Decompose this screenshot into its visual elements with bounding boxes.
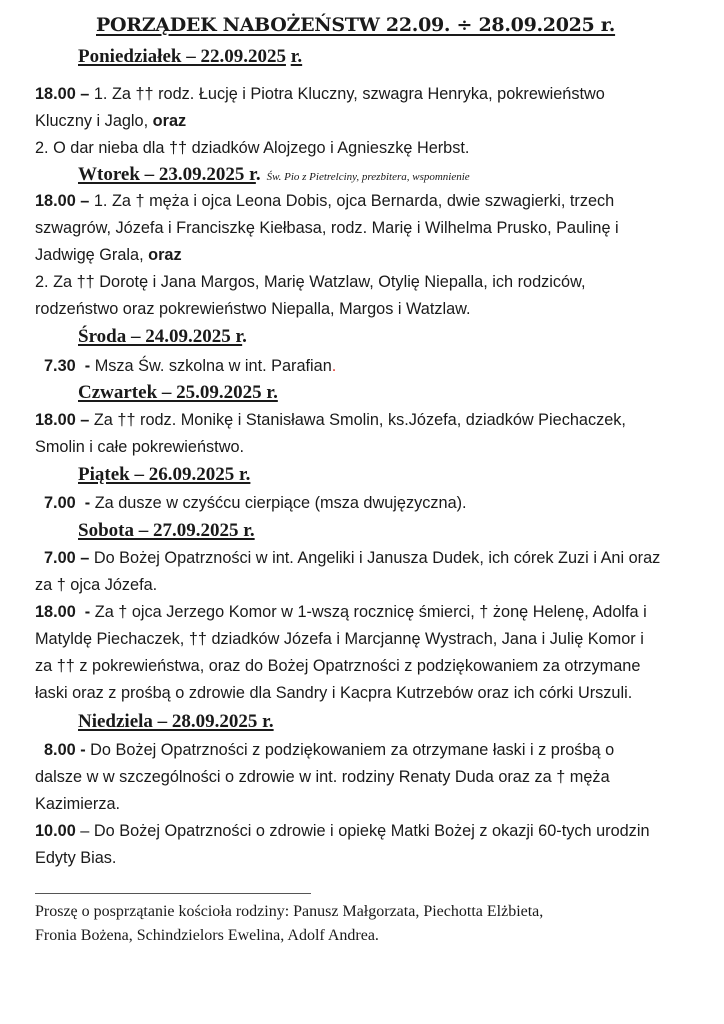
day-heading-friday: Piątek – 26.09.2025 r. bbox=[78, 464, 251, 485]
mass-line: rodzeństwo oraz pokrewieństwo Niepalla, Margos i Watzlaw. bbox=[35, 300, 471, 318]
mass-line: Jadwigę Grala, oraz bbox=[35, 246, 182, 264]
cleaning-note: Proszę o posprzątanie kościoła rodziny: Panusz Małgorzata, Piechotta Elżbieta, bbox=[35, 903, 544, 920]
liturgical-note: Św. Pio z Pietrelciny, prezbitera, wspomnienie bbox=[266, 171, 470, 183]
mass-line: 7.00 - Za dusze w czyśćcu cierpiące (msza dwujęzyczna). bbox=[44, 494, 467, 512]
separator-line bbox=[35, 893, 311, 894]
mass-time: 18.00 – bbox=[35, 411, 90, 429]
mass-line: 18.00 - Za † ojca Jerzego Komor w 1-wszą rocznicę śmierci, † żonę Helenę, Adolfa i bbox=[35, 603, 647, 621]
mass-line: Smolin i całe pokrewieństwo. bbox=[35, 438, 245, 456]
mass-line: Kluczny i Jaglo, oraz bbox=[35, 112, 187, 130]
day-heading-monday: Poniedziałek – 22.09.2025 r. bbox=[78, 46, 303, 67]
page-title: PORZĄDEK NABOŻEŃSTW 22.09. ÷ 28.09.2025 r. bbox=[96, 14, 616, 36]
day-heading-saturday: Sobota – 27.09.2025 r. bbox=[78, 520, 255, 541]
mass-line: Kazimierza. bbox=[35, 795, 121, 813]
mass-time: 18.00 – bbox=[35, 85, 90, 103]
mass-time: 7.00 - bbox=[44, 494, 91, 512]
mass-time: 18.00 – bbox=[35, 192, 90, 210]
mass-line: 7.00 – Do Bożej Opatrzności w int. Angeliki i Janusza Dudek, ich córek Zuzi i Ani oraz bbox=[44, 549, 661, 567]
mass-line: dalsze w w szczególności o zdrowie w int. rodziny Renaty Duda oraz za † męża bbox=[35, 768, 610, 786]
day-heading-wednesday: Środa – 24.09.2025 r. bbox=[78, 326, 247, 347]
mass-line: 2. O dar nieba dla †† dziadków Alojzego i Agnieszkę Herbst. bbox=[35, 139, 470, 157]
day-heading-tuesday: Wtorek – 23.09.2025 r. Św. Pio z Pietrelciny, prezbitera, wspomnienie bbox=[78, 164, 470, 185]
mass-line: 18.00 – Za †† rodz. Monikę i Stanisława Smolin, ks.Józefa, dziadków Piechaczek, bbox=[35, 411, 626, 429]
mass-line: 18.00 – 1. Za † męża i ojca Leona Dobis, ojca Bernarda, dwie szwagierki, trzech bbox=[35, 192, 615, 210]
mass-line: Edyty Bias. bbox=[35, 849, 117, 867]
mass-time: 10.00 bbox=[35, 822, 76, 840]
mass-line: 8.00 - Do Bożej Opatrzności z podziękowaniem za otrzymane łaski i z prośbą o bbox=[44, 741, 615, 759]
mass-line: 2. Za †† Dorotę i Jana Margos, Marię Watzlaw, Otylię Niepalla, ich rodziców, bbox=[35, 273, 586, 291]
day-heading-thursday: Czwartek – 25.09.2025 r. bbox=[78, 382, 278, 403]
mass-time: 7.00 – bbox=[44, 549, 90, 567]
day-heading-sunday: Niedziela – 28.09.2025 r. bbox=[78, 711, 274, 732]
mass-line: Matyldę Piechaczek, †† dziadków Józefa i Marcjannę Wystrach, Jana i Julię Komor i bbox=[35, 630, 644, 648]
mass-line: łaski oraz z prośbą o zdrowie dla Sandry i Kacpra Kutrzebów oraz ich córki Urszuli. bbox=[35, 684, 633, 702]
mass-time: 8.00 - bbox=[44, 741, 86, 759]
mass-line: za †† z pokrewieństwa, oraz do Bożej Opatrzności z podziękowaniem za otrzymane bbox=[35, 657, 641, 675]
mass-line: szwagrów, Józefa i Franciszkę Kiełbasa, rodz. Marię i Wilhelma Prusko, Paulinę i bbox=[35, 219, 619, 237]
mass-line: za † ojca Józefa. bbox=[35, 576, 158, 594]
mass-line: 10.00 – Do Bożej Opatrzności o zdrowie i opiekę Matki Bożej z okazji 60-tych urodzin bbox=[35, 822, 650, 840]
mass-line: 18.00 – 1. Za †† rodz. Łucję i Piotra Kluczny, szwagra Henryka, pokrewieństwo bbox=[35, 85, 605, 103]
mass-time: 18.00 - bbox=[35, 603, 91, 621]
cleaning-note: Fronia Bożena, Schindzielors Ewelina, Adolf Andrea. bbox=[35, 927, 379, 944]
mass-time: 7.30 - bbox=[44, 357, 91, 375]
mass-line: 7.30 - Msza Św. szkolna w int. Parafian. bbox=[44, 357, 337, 375]
